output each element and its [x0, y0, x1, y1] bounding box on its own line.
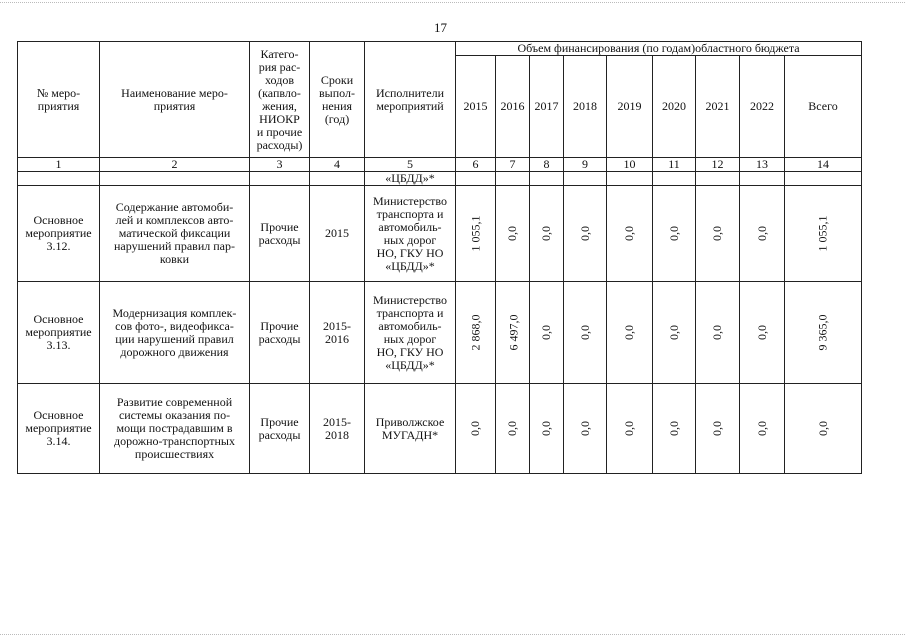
row-name: Развитие современной системы оказания по- мощи пострадавшим в дорожно-транспортных происшествиях — [100, 384, 250, 474]
header-number: № меро- приятия — [18, 42, 100, 158]
header-year: 2018 — [564, 56, 607, 158]
row-year-value — [496, 282, 530, 384]
table-row — [18, 186, 862, 282]
value-text: 0,0 — [710, 325, 724, 340]
row-number: Основное мероприятие 3.12. — [18, 186, 100, 282]
value-text: 0,0 — [468, 421, 482, 436]
column-number: 9 — [564, 158, 607, 172]
column-number: 3 — [250, 158, 310, 172]
value-text: 0,0 — [505, 226, 519, 241]
data-rows — [18, 186, 862, 474]
column-number: 1 — [18, 158, 100, 172]
value-text: 1 055,1 — [815, 215, 830, 252]
column-number: 10 — [607, 158, 653, 172]
value-text: 6 497,0 — [506, 314, 521, 351]
value-text: 2 868,0 — [468, 314, 482, 351]
row-number: Основное мероприятие 3.13. — [18, 282, 100, 384]
value-text: 0,0 — [754, 325, 769, 340]
row-category: Прочие расходы — [250, 384, 310, 474]
row-period: 2015 — [310, 186, 365, 282]
header-year: 2015 — [456, 56, 496, 158]
row-period: 2015- 2016 — [310, 282, 365, 384]
row-year-value — [530, 282, 564, 384]
value-text: 0,0 — [539, 226, 553, 241]
header-name: Наименование меро- приятия — [100, 42, 250, 158]
column-number: 4 — [310, 158, 365, 172]
column-number: 12 — [696, 158, 740, 172]
row-year-value — [530, 186, 564, 282]
value-text: 0,0 — [666, 226, 681, 241]
header-executors: Исполнители мероприятий — [365, 42, 456, 158]
column-number: 14 — [785, 158, 862, 172]
header-row-top — [18, 42, 862, 56]
row-year-value — [607, 384, 653, 474]
row-name: Содержание автомоби- лей и комплексов авто- матической фиксации нарушений правил пар- ковки — [100, 186, 250, 282]
column-number: 11 — [653, 158, 696, 172]
value-text: 0,0 — [577, 421, 592, 436]
column-number: 13 — [740, 158, 785, 172]
column-number: 8 — [530, 158, 564, 172]
table-row — [18, 384, 862, 474]
header-year: 2016 — [496, 56, 530, 158]
value-text: 0,0 — [666, 421, 681, 436]
value-text: 0,0 — [622, 421, 636, 436]
row-total-value — [785, 186, 862, 282]
row-year-value — [696, 282, 740, 384]
value-text: 0,0 — [754, 421, 769, 436]
row-year-value — [456, 186, 496, 282]
row-number: Основное мероприятие 3.14. — [18, 384, 100, 474]
row-total-value — [785, 384, 862, 474]
row-year-value — [496, 186, 530, 282]
header-year: 2021 — [696, 56, 740, 158]
row-year-value — [607, 282, 653, 384]
row-period: 2015- 2018 — [310, 384, 365, 474]
value-text: 0,0 — [815, 421, 830, 436]
row-year-value — [456, 384, 496, 474]
value-text: 0,0 — [710, 226, 724, 241]
page-number: 17 — [434, 20, 447, 35]
row-executors: Министерство транспорта и автомобиль- ных дорог НО, ГКУ НО «ЦБДД»* — [365, 282, 456, 384]
row-year-value — [564, 186, 607, 282]
header-financing-group: Объем финансирования (по годам)областного бюджета — [456, 42, 862, 56]
value-text: 0,0 — [666, 325, 681, 340]
column-number: 6 — [456, 158, 496, 172]
scan-top-edge — [0, 2, 905, 3]
row-year-value — [696, 186, 740, 282]
column-number: 7 — [496, 158, 530, 172]
continuation-text: «ЦБДД»* — [365, 172, 456, 186]
header-category: Катего- рия рас- ходов (капвло- жения, НИОКР и прочие расходы) — [250, 42, 310, 158]
header-year: 2017 — [530, 56, 564, 158]
row-year-value — [496, 384, 530, 474]
financing-table — [17, 41, 862, 474]
continuation-row — [18, 172, 862, 186]
row-year-value — [740, 186, 785, 282]
row-year-value — [696, 384, 740, 474]
header-total: Всего — [785, 56, 862, 158]
row-executors: Приволжское МУГАДН* — [365, 384, 456, 474]
header-year: 2019 — [607, 56, 653, 158]
row-year-value — [653, 282, 696, 384]
row-category: Прочие расходы — [250, 186, 310, 282]
row-name: Модернизация комплек- сов фото-, видеофикса- ции нарушений правил дорожного движения — [100, 282, 250, 384]
value-text: 9 365,0 — [815, 314, 830, 351]
value-text: 0,0 — [539, 421, 553, 436]
row-category: Прочие расходы — [250, 282, 310, 384]
header-year: 2022 — [740, 56, 785, 158]
value-text: 1 055,1 — [468, 215, 482, 252]
row-year-value — [740, 282, 785, 384]
value-text: 0,0 — [577, 325, 592, 340]
row-year-value — [456, 282, 496, 384]
row-year-value — [653, 384, 696, 474]
value-text: 0,0 — [710, 421, 724, 436]
row-year-value — [564, 384, 607, 474]
column-number-row — [18, 158, 862, 172]
scan-bottom-edge — [0, 634, 905, 635]
row-year-value — [653, 186, 696, 282]
row-year-value — [564, 282, 607, 384]
header-year: 2020 — [653, 56, 696, 158]
row-year-value — [607, 186, 653, 282]
column-number: 5 — [365, 158, 456, 172]
value-text: 0,0 — [754, 226, 769, 241]
row-year-value — [740, 384, 785, 474]
header-period: Сроки выпол- нения (год) — [310, 42, 365, 158]
table-row — [18, 282, 862, 384]
column-number: 2 — [100, 158, 250, 172]
row-total-value — [785, 282, 862, 384]
row-year-value — [530, 384, 564, 474]
value-text: 0,0 — [622, 226, 636, 241]
row-executors: Министерство транспорта и автомобиль- ных дорог НО, ГКУ НО «ЦБДД»* — [365, 186, 456, 282]
value-text: 0,0 — [577, 226, 592, 241]
value-text: 0,0 — [539, 325, 553, 340]
value-text: 0,0 — [505, 421, 519, 436]
value-text: 0,0 — [622, 325, 636, 340]
